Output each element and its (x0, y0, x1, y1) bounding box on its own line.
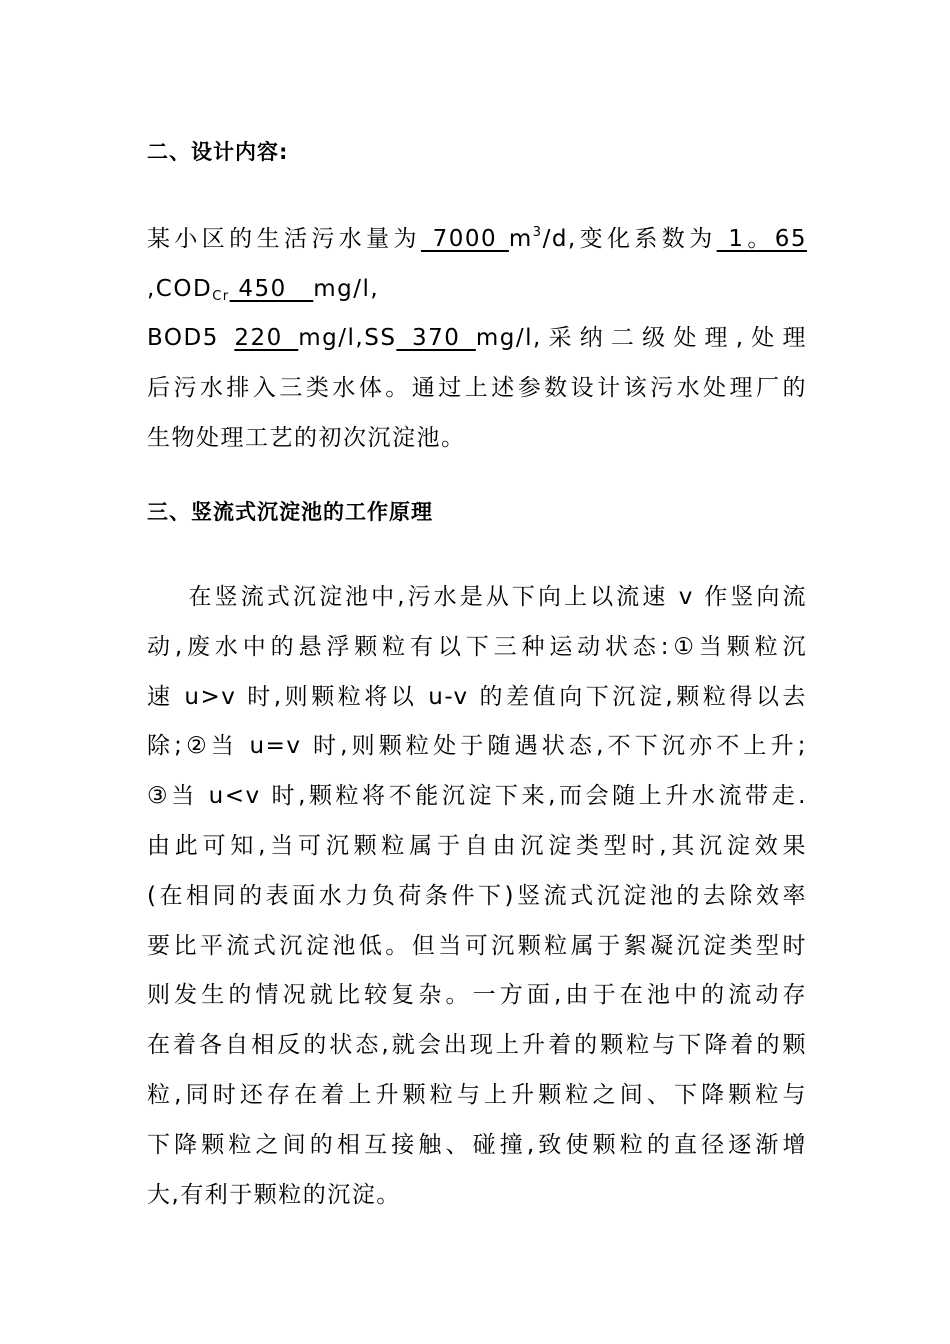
paragraph-line: (在相同的表面水力负荷条件下)竖流式沉淀池的去除效率 (147, 883, 807, 909)
superscript: 3 (532, 225, 543, 240)
paragraph-line: 大,有利于颗粒的沉淀。 (147, 1182, 401, 1208)
coef-value: 1。65 (716, 226, 808, 252)
design-line-2 (147, 274, 379, 304)
flow-value: 7000 (420, 226, 509, 252)
subscript: Cr (212, 289, 230, 304)
text-run: /d,变化系数为 (542, 226, 717, 252)
paragraph-line: 由此可知,当可沉颗粒属于自由沉淀类型时,其沉淀效果 (147, 833, 807, 859)
design-line-3 (147, 323, 807, 353)
text-run: mg/l,采纳二级处理,处理 (475, 325, 807, 351)
paragraph-line: 在竖流式沉淀池中,污水是从下向上以流速 v 作竖向流 (147, 584, 807, 610)
paragraph-line: 下降颗粒之间的相互接触、碰撞,致使颗粒的直径逐渐增 (147, 1132, 807, 1158)
design-line-4: 后污水排入三类水体。通过上述参数设计该污水处理厂的 (147, 375, 807, 401)
paragraph-line: 要比平流式沉淀池低。但当可沉颗粒属于絮凝沉淀类型时 (147, 933, 807, 959)
paragraph-line: 则发生的情况就比较复杂。一方面,由于在池中的流动存 (147, 982, 807, 1008)
paragraph-line: 除;②当 u=v 时,则颗粒处于随遇状态,不下沉亦不上升; (147, 733, 807, 759)
text-run: m (508, 226, 533, 252)
text-run: 某小区的生活污水量为 (147, 226, 421, 252)
ss-value: 370 (396, 325, 476, 351)
text-run: mg/l, (313, 276, 380, 302)
section-3-heading: 三、竖流式沉淀池的工作原理 (147, 500, 433, 524)
bod-value: 220 (234, 325, 299, 351)
cod-value: 450 (229, 276, 314, 302)
paragraph-line: 动,废水中的悬浮颗粒有以下三种运动状态:①当颗粒沉 (147, 634, 807, 660)
design-line-5: 生物处理工艺的初次沉淀池。 (147, 425, 466, 451)
paragraph-line: ③当 u<v 时,颗粒将不能沉淀下来,而会随上升水流带走. (147, 783, 807, 809)
design-line-1 (147, 224, 807, 254)
section-2-heading: 二、设计内容: (147, 140, 289, 164)
text-run: mg/l,SS (298, 325, 397, 351)
paragraph-line: 速 u>v 时,则颗粒将以 u-v 的差值向下沉淀,颗粒得以去 (147, 684, 807, 710)
text-run: ,COD (147, 276, 213, 302)
text-run: BOD5 (147, 325, 235, 351)
paragraph-line: 在着各自相反的状态,就会出现上升着的颗粒与下降着的颗 (147, 1032, 807, 1058)
paragraph-line: 粒,同时还存在着上升颗粒与上升颗粒之间、下降颗粒与 (147, 1082, 807, 1108)
